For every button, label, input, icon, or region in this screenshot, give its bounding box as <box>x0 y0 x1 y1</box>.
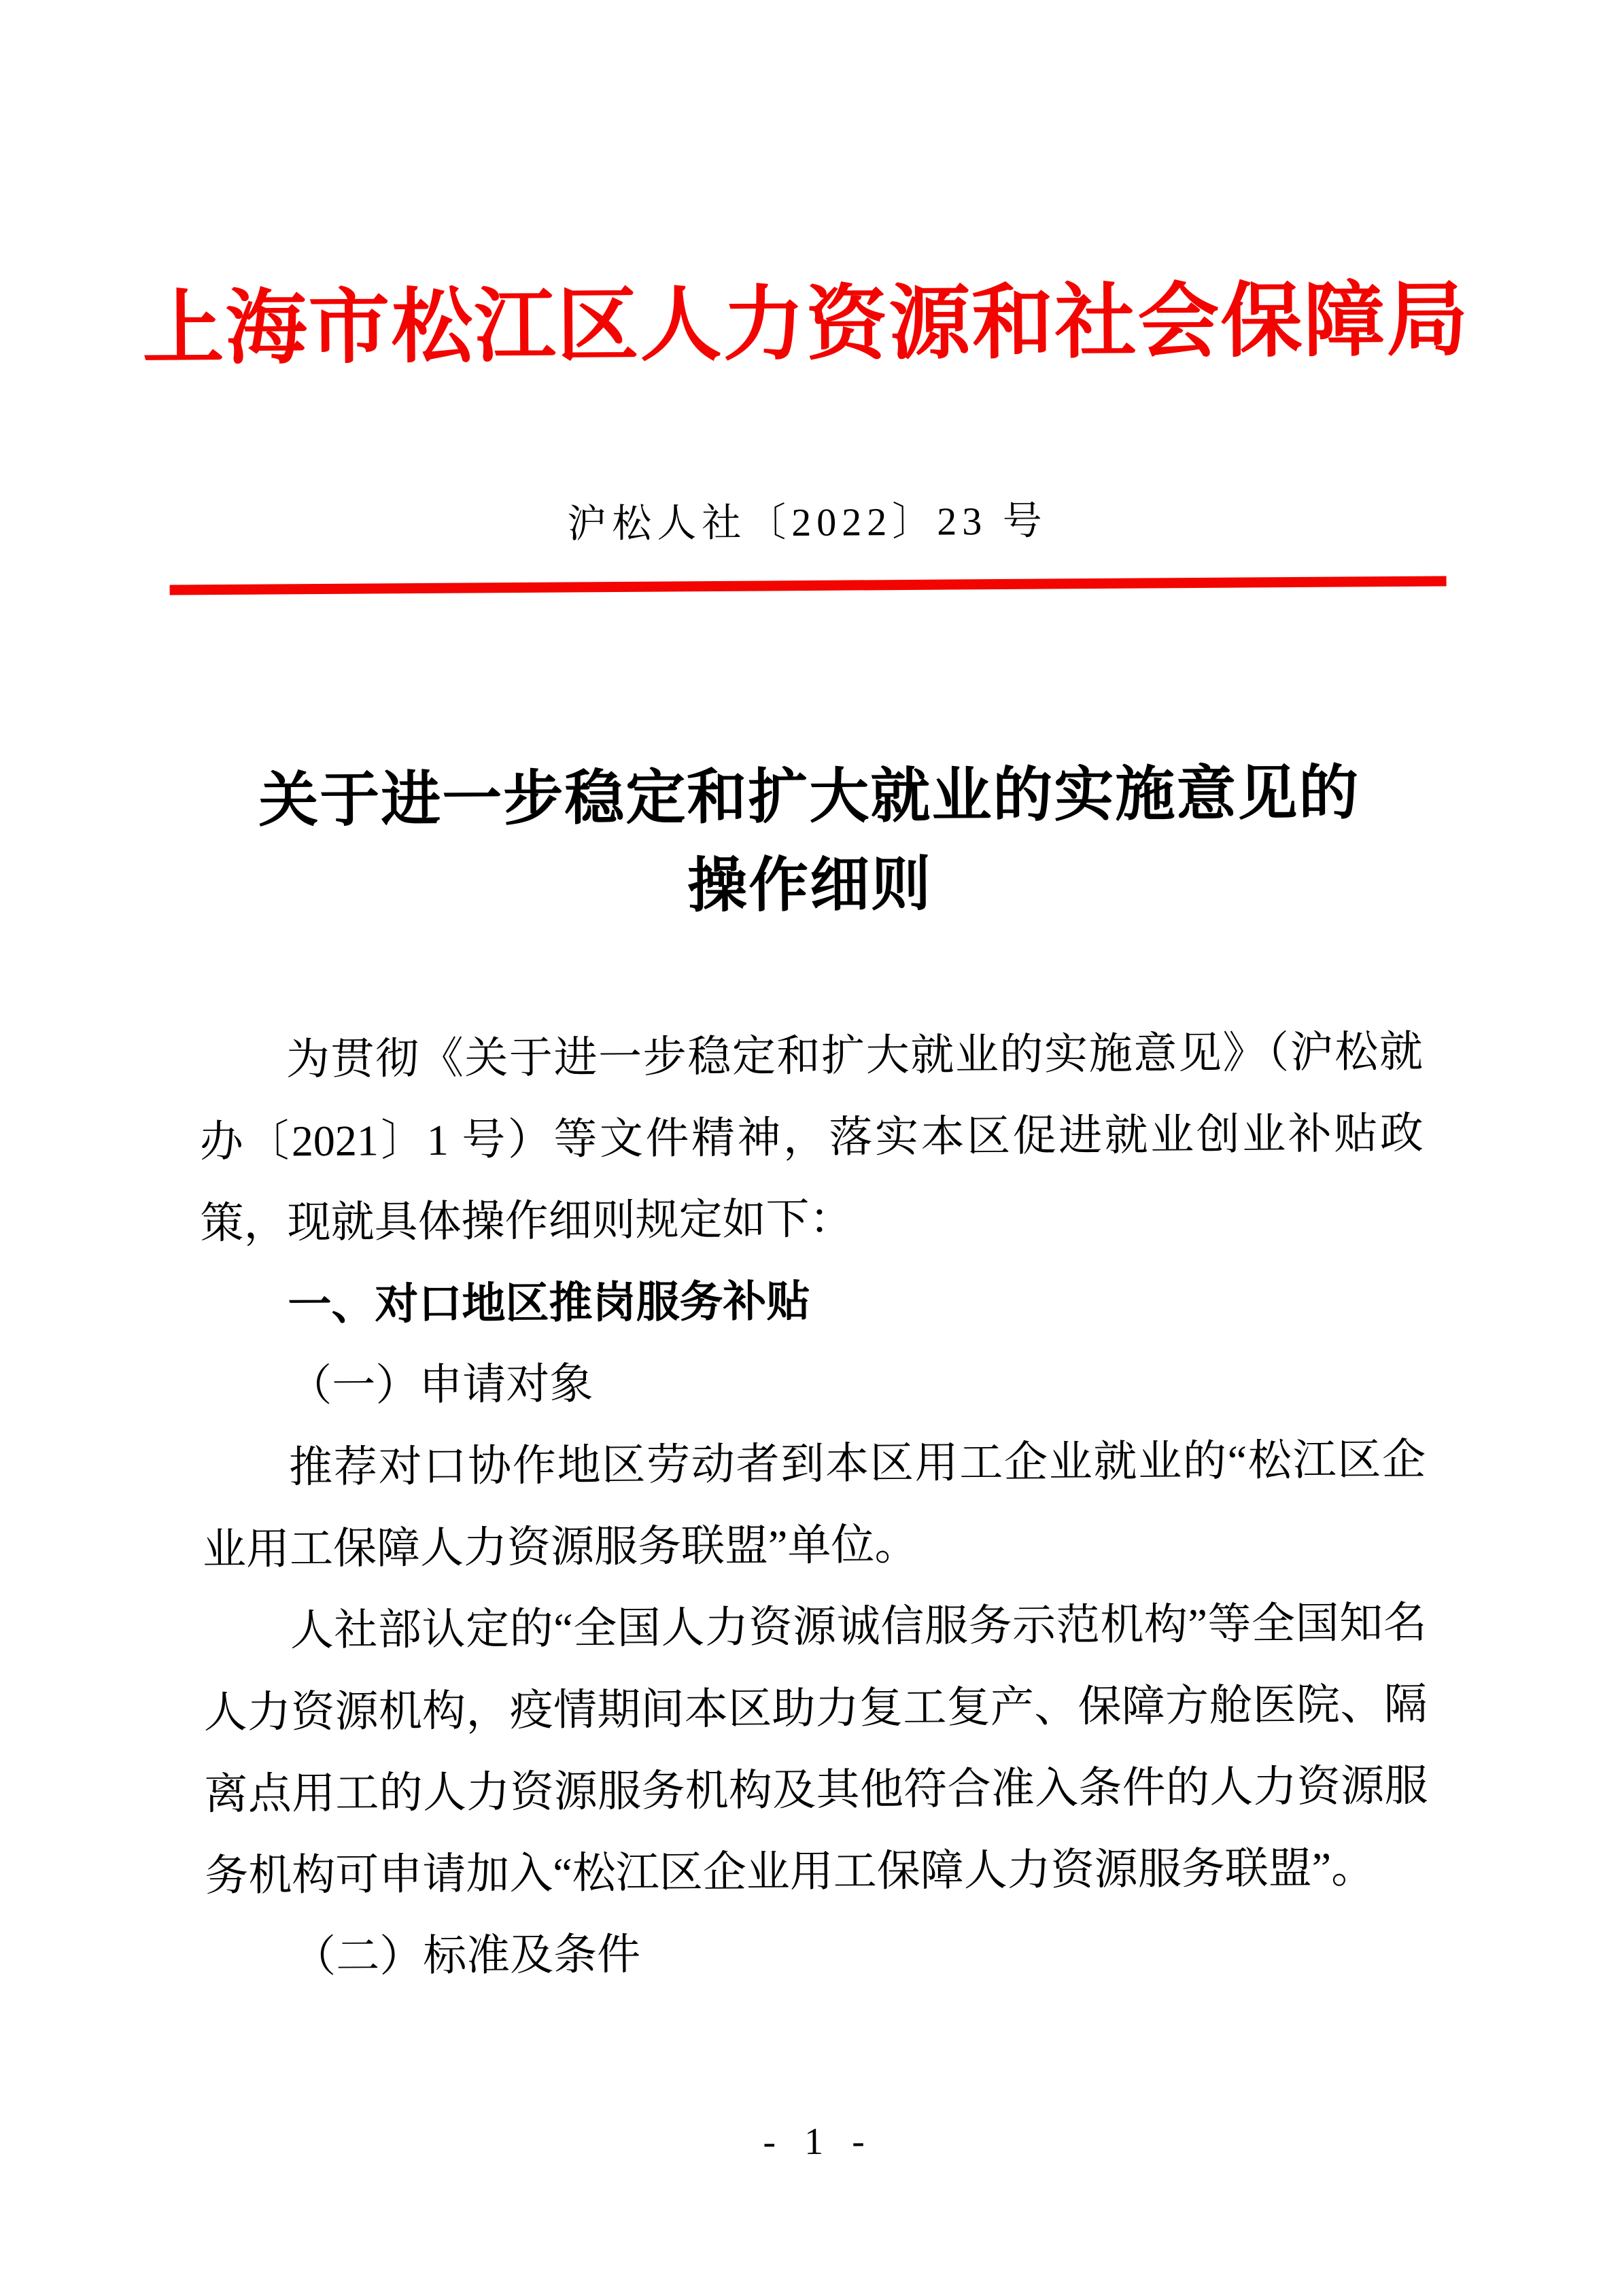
agency-title: 上海市松江区人力资源和社会保障局 <box>141 275 1470 375</box>
body-paragraph: 推荐对口协作地区劳动者到本区用工企业就业的“松江区企业用工保障人力资源服务联盟”单位。 <box>202 1435 1426 1574</box>
sub-heading: （二）标准及条件 <box>292 1930 641 1981</box>
title-line-2: 操作细则 <box>687 852 933 920</box>
body-paragraph: 人社部认定的“全国人力资源诚信服务示范机构”等全国知名人力资源机构，疫情期间本区助力复工复产、保障方舱医院、隔离点用工的人力资源服务机构及其他符合准入条件的人力资源服务机构可申请加入“松江区企业用工保障人力资源服务联盟”。 <box>203 1598 1428 1900</box>
sub-heading: （一）申请对象 <box>288 1359 593 1410</box>
document-body <box>199 1011 1430 1999</box>
title-line-1: 关于进一步稳定和扩大就业的实施意见的 <box>258 761 1360 835</box>
red-divider <box>169 576 1446 595</box>
document-title <box>0 748 1620 937</box>
doc-number: 沪松人社〔2022〕23 号 <box>566 498 1048 546</box>
section-heading: 一、对口地区推岗服务补贴 <box>288 1276 810 1329</box>
body-paragraph: 为贯彻《关于进一步稳定和扩大就业的实施意见》（沪松就办〔2021〕1 号）等文件精神，落实本区促进就业创业补贴政策，现就具体操作细则规定如下： <box>199 1027 1424 1248</box>
page-number: - 1 - <box>763 2120 874 2163</box>
